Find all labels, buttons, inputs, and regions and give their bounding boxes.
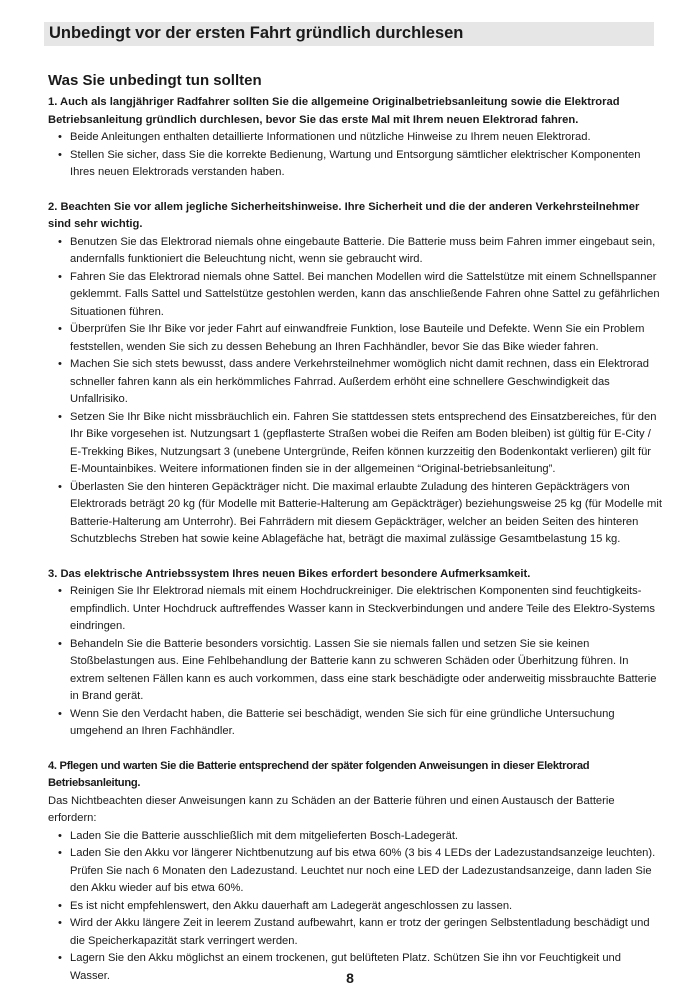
bullet-icon: • xyxy=(58,131,62,143)
bullet-text: Beide Anleitungen enthalten detaillierte Informationen und nützliche Hinweise zu Ihrem neuen Elektrorad. xyxy=(70,131,591,143)
page-title: Unbedingt vor der ersten Fahrt gründlich durchlesen xyxy=(49,24,464,42)
bullet-text: Fahren Sie das Elektrorad niemals ohne Sattel. Bei manchen Modellen wird die Sattelstütze mit einem Schnellspanner geklemmt. Falls Sattel und Sattelstütze gestohlen werden, kann das anschließende Fahren ohne Sattel zu gefährlichen Situationen führen. xyxy=(70,270,660,318)
bullet-text: Es ist nicht empfehlenswert, den Akku dauerhaft am Ladegerät angeschlossen zu lassen. xyxy=(70,899,513,912)
bullet-icon: • xyxy=(58,707,62,720)
list-item xyxy=(48,828,663,846)
list-item xyxy=(48,636,663,706)
list-item xyxy=(48,845,663,898)
list-item xyxy=(48,269,663,322)
bullet-text: Laden Sie die Batterie ausschließlich mit dem mitgelieferten Bosch-Ladegerät. xyxy=(70,829,459,842)
list-item xyxy=(48,356,663,409)
list-item xyxy=(48,129,663,147)
point-title: 1. Auch als langjähriger Radfahrer sollten Sie die allgemeine Originalbetriebsanleitung sowie die Elektrorad Betriebsanleitung gründlich durchlesen, bevor Sie das erste Mal mit Ihrem neuen Elektrorad fahren. xyxy=(48,96,620,126)
bullet-text: Wenn Sie den Verdacht haben, die Batterie sei beschädigt, wenden Sie sich für eine gründliche Untersuchung umgehend an Ihren Fachhändler. xyxy=(70,707,615,737)
point-intro: Das Nichtbeachten dieser Anweisungen kann zu Schäden an der Batterie führen und einen Austausch der Batterie erfordern: xyxy=(48,794,615,824)
bullet-icon: • xyxy=(58,410,62,423)
bullet-icon: • xyxy=(58,358,62,370)
point-title: 2. Beachten Sie vor allem jegliche Sicherheitshinweise. Ihre Sicherheit und die der anderen Verkehrsteilnehmer sind sehr wichtig. xyxy=(48,200,640,230)
list-item xyxy=(48,409,663,479)
bullet-icon: • xyxy=(58,829,62,842)
list-item xyxy=(48,479,663,549)
bullet-list xyxy=(48,129,663,182)
content xyxy=(48,72,663,985)
point-3 xyxy=(48,566,663,741)
bullet-icon: • xyxy=(58,917,62,929)
bullet-text: Laden Sie den Akku vor längerer Nichtbenutzung auf bis etwa 60% (3 bis 4 LEDs der Ladezustandsanzeige leuchten). Prüfen Sie nach 6 Monaten den Ladezustand. Leuchtet nur noch eine LED der Ladezustandsanzeige, dann laden Sie den Akku wieder auf bis etwa 60%. xyxy=(70,847,656,894)
bullet-icon: • xyxy=(58,480,62,493)
bullet-list xyxy=(48,234,663,549)
list-item xyxy=(48,898,663,916)
bullet-text: Stellen Sie sicher, dass Sie die korrekte Bedienung, Wartung und Entsorgung sämtlicher elektrischer Komponenten Ihres neuen Elektrorads verstanden haben. xyxy=(70,148,641,178)
bullet-text: Lagern Sie den Akku möglichst an einem trockenen, gut belüfteten Platz. Schützen Sie ihn vor Feuchtigkeit und Wasser. xyxy=(70,952,622,982)
bullet-icon: • xyxy=(58,323,62,335)
header-bar xyxy=(44,22,654,46)
list-item xyxy=(48,915,663,950)
bullet-list xyxy=(48,828,663,986)
list-item xyxy=(48,706,663,741)
point-title: 4. Pflegen und warten Sie die Batterie entsprechend der später folgenden Anweisungen in dieser Elektrorad Betriebsanleitung. xyxy=(48,759,590,789)
bullet-icon: • xyxy=(58,148,62,161)
bullet-text: Reinigen Sie Ihr Elektrorad niemals mit einem Hochdruckreiniger. Die elektrischen Komponenten sind feuchtigkeits- empfindlich. Unter Hochdruck auftreffendes Wasser kann in Steckverbindungen und andere Teile des Elektro-Systems eindringen. xyxy=(70,585,655,632)
point-1 xyxy=(48,94,663,182)
bullet-text: Machen Sie sich stets bewusst, dass andere Verkehrsteilnehmer womöglich nicht damit rechnen, dass ein Elektrorad schneller fahren kann als ein herkömmliches Fahrrad. Außerdem erhöht eine schnellere Geschwindigkeit das Unfallrisiko. xyxy=(70,358,649,405)
bullet-text: Behandeln Sie die Batterie besonders vorsichtig. Lassen Sie sie niemals fallen und setzen Sie sie keinen Stoßbelastungen aus. Eine Fehlbehandlung der Batterie kann zu schweren Schäden oder Überhitzung führen. In extrem seltenen Fällen kann es auch vorkommen, dass eine stark beschädigte oder anderweitig missbrauchte Batterie in Brand gerät. xyxy=(70,637,657,702)
point-title: 3. Das elektrische Antriebssystem Ihres neuen Bikes erfordert besondere Aufmerksamkeit. xyxy=(48,567,531,580)
bullet-icon: • xyxy=(58,847,62,859)
section-heading: Was Sie unbedingt tun sollten xyxy=(48,72,262,89)
bullet-icon: • xyxy=(58,585,62,597)
point-2 xyxy=(48,199,663,549)
page-number: 8 xyxy=(346,970,354,986)
bullet-text: Überprüfen Sie Ihr Bike vor jeder Fahrt auf einwandfreie Funktion, lose Bauteile und Defekte. Wenn Sie ein Problem feststellen, wenden Sie sich zu dessen Behebung an Ihren Fachhändler, bevor Sie das Bike wieder fahren. xyxy=(70,323,645,353)
list-item xyxy=(48,147,663,182)
bullet-text: Benutzen Sie das Elektrorad niemals ohne eingebaute Batterie. Die Batterie muss beim Fahren immer eingebaut sein, andernfalls funktioniert die Beleuchtung nicht, wenn sie gebraucht wird. xyxy=(70,235,656,265)
bullet-icon: • xyxy=(58,637,62,650)
bullet-icon: • xyxy=(58,899,62,912)
bullet-icon: • xyxy=(58,270,62,283)
bullet-text: Überlasten Sie den hinteren Gepäckträger nicht. Die maximal erlaubte Zuladung des hinteren Gepäckträgers von Elektrorads beträgt 20 kg (für Modelle mit Batterie-Halterung am Gepäckträger) beziehungsweise 25 kg (für Modelle mit Batterie-Halterung am Unterrohr). Bei Fahrrädern mit diesem Gepäckträger, welcher an beiden Seiten des hinteren Schutzblechs Streben hat sowie keine Ablagefäche hat, beträgt die maximal zulässige Gesamtbelastung 15 kg. xyxy=(70,480,662,545)
bullet-text: Wird der Akku längere Zeit in leerem Zustand aufbewahrt, kann er trotz der geringen Selbstentladung beschädigt und die Speicherkapazität stark verringert werden. xyxy=(70,917,650,947)
bullet-text: Setzen Sie Ihr Bike nicht missbräuchlich ein. Fahren Sie stattdessen stets entsprechend des Einsatzbereiches, für den Ihr Bike vorgesehen ist. Nutzungsart 1 (gepflasterte Straßen wobei die Reifen am Boden bleiben) ist gültig für E-City / E-Trekking Bikes, Nutzungsart 3 (unebene Untergründe, Reifen können kurzzeitig den Bodenkontakt verlieren) gilt für E-Mountainbikes. Weitere informationen finden sie in der allgemeinen “Original-betriebsanleitung”. xyxy=(70,410,657,475)
bullet-list xyxy=(48,583,663,741)
list-item xyxy=(48,234,663,269)
bullet-icon: • xyxy=(58,235,62,248)
list-item xyxy=(48,583,663,636)
point-4 xyxy=(48,758,663,986)
bullet-icon: • xyxy=(58,952,62,964)
list-item xyxy=(48,321,663,356)
